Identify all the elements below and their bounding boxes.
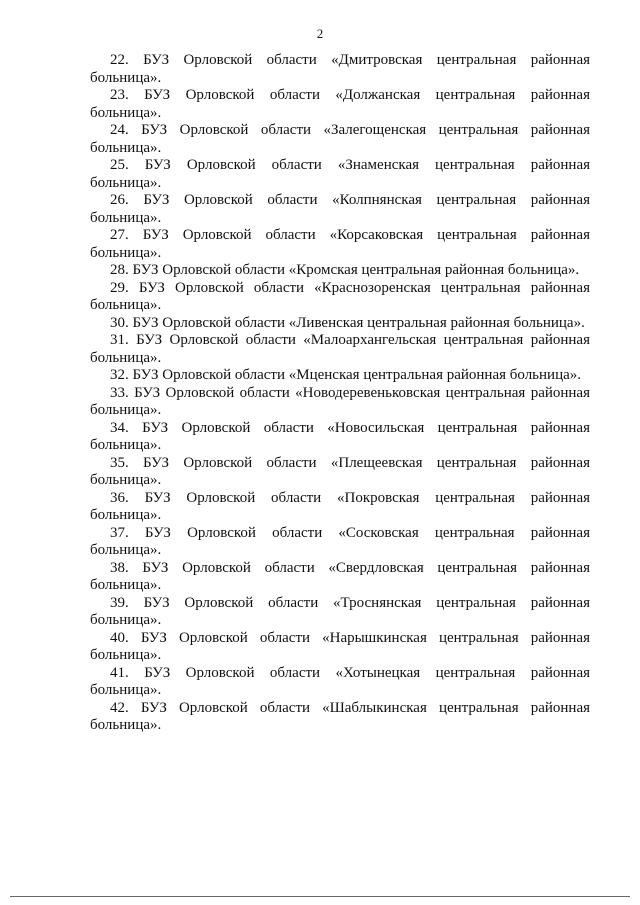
bottom-divider: [10, 896, 630, 897]
list-item: 32. БУЗ Орловской области «Мценская центральная районная больница».: [110, 367, 582, 383]
list-item: 31. БУЗ Орловской области «Малоархангельская центральная районная больница».: [90, 332, 590, 366]
list-item: 27. БУЗ Орловской области «Корсаковская центральная районная больница».: [90, 227, 590, 261]
list-item: 39. БУЗ Орловской области «Троснянская центральная районная больница».: [90, 594, 590, 628]
list-item: 42. БУЗ Орловской области «Шаблыкинская центральная районная больница».: [90, 699, 590, 733]
list-item: 30. БУЗ Орловской области «Ливенская центральная районная больница».: [110, 314, 585, 331]
list-item: 22. БУЗ Орловской области «Дмитровская центральная районная больница».: [90, 52, 590, 86]
list-item: 41. БУЗ Орловской области «Хотынецкая центральная районная больница».: [90, 664, 590, 698]
list-item: 24. БУЗ Орловской области «Залегощенская центральная районная больница».: [90, 122, 590, 156]
page-number: 2: [316, 26, 324, 41]
list-item: 36. БУЗ Орловской области «Покровская центральная районная больница».: [90, 489, 590, 523]
list-item: 35. БУЗ Орловской области «Плещеевская центральная районная больница».: [90, 454, 590, 488]
list-item: 26. БУЗ Орловской области «Колпнянская центральная районная больница».: [90, 192, 590, 226]
list-item: 34. БУЗ Орловской области «Новосильская центральная районная больница».: [90, 419, 590, 453]
list-item: 40. БУЗ Орловской области «Нарышкинская центральная районная больница».: [90, 629, 590, 663]
hospital-list: [90, 52, 590, 735]
list-item: 25. БУЗ Орловской области «Знаменская центральная районная больница».: [90, 157, 590, 191]
list-item: 33. БУЗ Орловской области «Новодеревеньковская центральная районная больница».: [90, 384, 590, 418]
list-item: 37. БУЗ Орловской области «Сосковская центральная районная больница».: [90, 524, 590, 558]
list-item: 28. БУЗ Орловской области «Кромская центральная районная больница».: [110, 262, 580, 278]
list-item: 29. БУЗ Орловской области «Краснозоренская центральная районная больница».: [90, 279, 590, 313]
list-item: 38. БУЗ Орловской области «Свердловская центральная районная больница».: [90, 559, 590, 593]
list-item: 23. БУЗ Орловской области «Должанская центральная районная больница».: [90, 87, 590, 121]
